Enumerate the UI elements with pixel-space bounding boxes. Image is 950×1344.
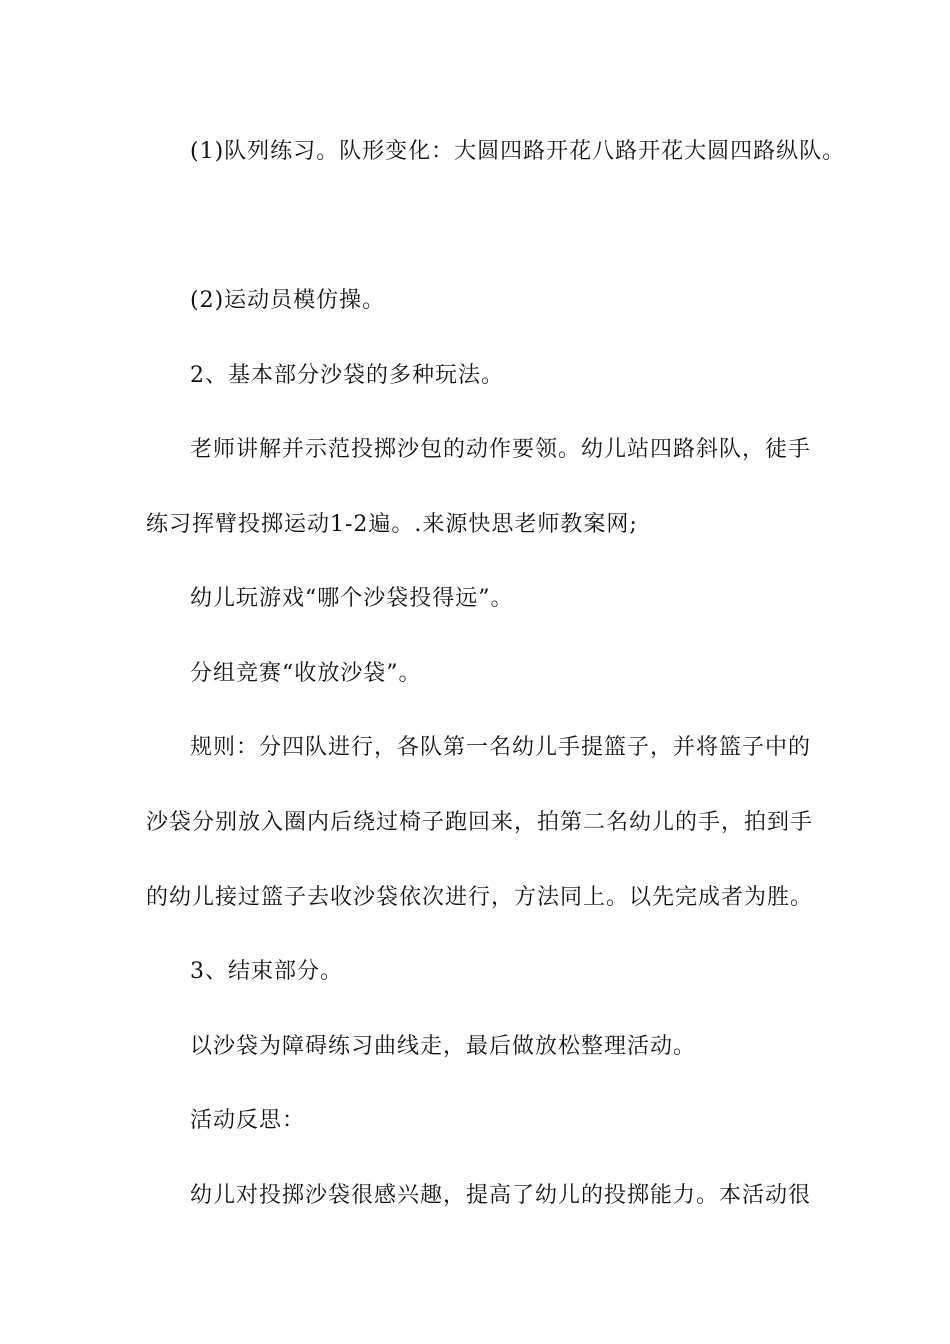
text-line-reflection-heading: 活动反思： <box>190 1108 306 1133</box>
text-line-reflection-body: 幼儿对投掷沙袋很感兴趣，提高了幼儿的投掷能力。本活动很 <box>190 1183 812 1208</box>
text-line-rules: 规则：分四队进行，各队第一名幼儿手提篮子，并将篮子中的 <box>190 735 812 760</box>
text-line-relax-activity: 以沙袋为障碍练习曲线走，最后做放松整理活动。 <box>190 1034 697 1059</box>
text-line-teacher-demo: 老师讲解并示范投掷沙包的动作要领。幼儿站四路斜队，徒手 <box>190 437 812 462</box>
text-line-game: 幼儿玩游戏“哪个沙袋投得远”。 <box>190 586 514 611</box>
text-line-basic-section: 2、基本部分沙袋的多种玩法。 <box>190 363 504 388</box>
text-line-athlete-exercise: (2)运动员模仿操。 <box>190 288 386 313</box>
text-line-rules-continued-1: 沙袋分别放入圈内后绕过椅子跑回来，拍第二名幼儿的手，拍到手 <box>146 810 814 835</box>
text-line-queue-practice: (1)队列练习。队形变化：大圆四路开花八路开花大圆四路纵队。 <box>190 139 846 164</box>
text-line-practice-swing: 练习挥臂投掷运动1-2遍。.来源快思老师教案网; <box>146 512 638 537</box>
text-line-ending-section: 3、结束部分。 <box>190 959 343 984</box>
text-line-group-contest: 分组竞赛“收放沙袋”。 <box>190 661 422 686</box>
text-line-rules-continued-2: 的幼儿接过篮子去收沙袋依次进行，方法同上。以先完成者为胜。 <box>146 885 814 910</box>
